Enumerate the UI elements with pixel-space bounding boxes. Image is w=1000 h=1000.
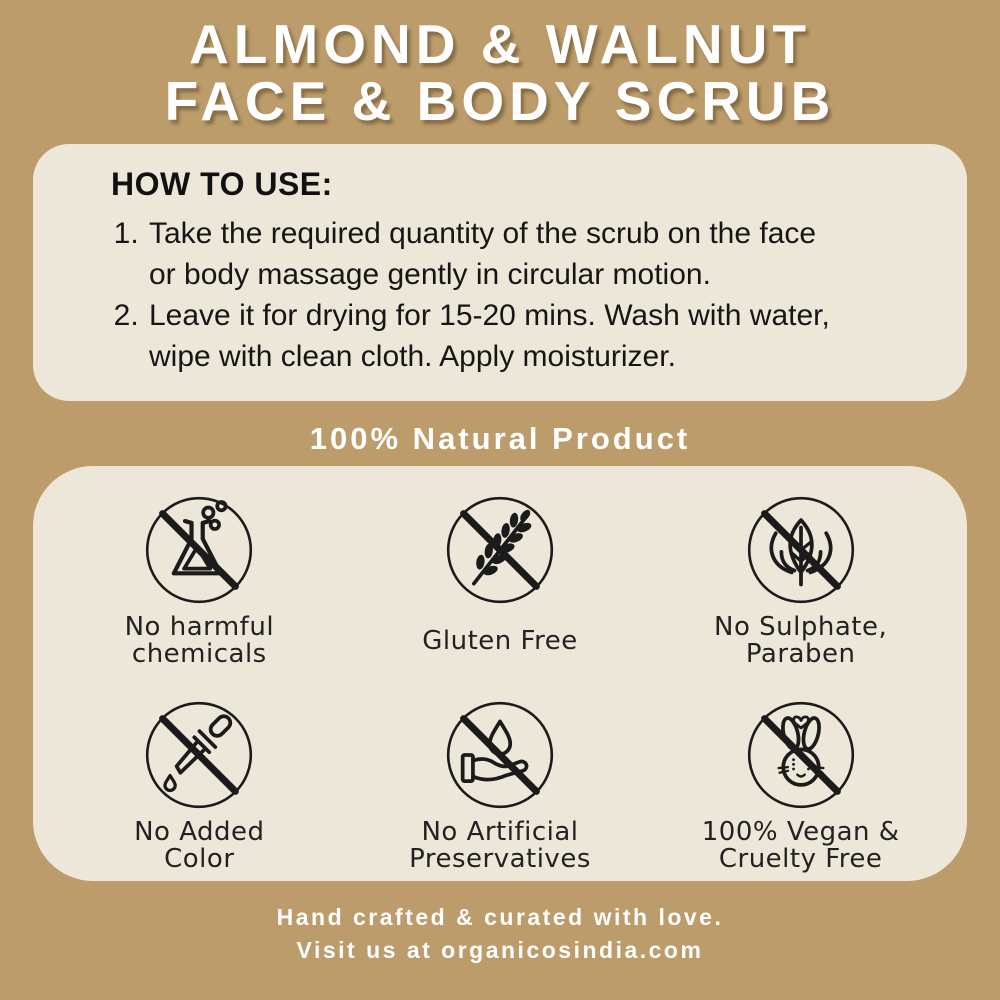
- no-artificial-preservatives-icon: [444, 699, 556, 811]
- product-title-line1: ALMOND & WALNUT: [189, 13, 811, 75]
- feature-label: No Added Color: [134, 817, 265, 874]
- how-to-use-step: 1. Take the required quantity of the scrub on the face or body massage gently in circular motion.: [147, 213, 851, 295]
- feature-no-harmful-chemicals: [49, 478, 350, 683]
- feature-no-artificial-preservatives: [350, 683, 651, 888]
- footer-tagline: Hand crafted & curated with love.: [276, 904, 724, 930]
- feature-no-added-color: [49, 683, 350, 888]
- feature-label: Gluten Free: [422, 625, 578, 656]
- product-title: [0, 13, 1000, 132]
- how-to-use-card: [33, 144, 967, 401]
- vegan-cruelty-free-icon: [745, 699, 857, 811]
- footer: [0, 901, 1000, 967]
- no-added-color-icon: [143, 699, 255, 811]
- no-sulphate-paraben-icon: [745, 494, 857, 606]
- feature-no-sulphate-paraben: [650, 478, 951, 683]
- feature-vegan-cruelty-free: [650, 683, 951, 888]
- feature-label: No harmful chemicals: [124, 612, 275, 669]
- feature-gluten-free: [350, 478, 651, 683]
- how-to-use-step: 2. Leave it for drying for 15-20 mins. Wash with water, wipe with clean cloth. Apply moisturizer.: [147, 295, 851, 377]
- how-to-use-heading: HOW TO USE:: [111, 166, 333, 202]
- feature-label: No Artificial Preservatives: [409, 817, 591, 874]
- how-to-use-steps: [111, 213, 851, 377]
- footer-website: Visit us at organicosindia.com: [296, 937, 704, 963]
- product-title-line2: FACE & BODY SCRUB: [164, 70, 836, 132]
- features-card: [33, 466, 967, 881]
- gluten-free-icon: [444, 494, 556, 606]
- no-harmful-chemicals-icon: [143, 494, 255, 606]
- natural-product-banner: 100% Natural Product: [309, 421, 691, 456]
- feature-label: 100% Vegan & Cruelty Free: [701, 817, 900, 874]
- feature-label: No Sulphate, Paraben: [714, 612, 888, 669]
